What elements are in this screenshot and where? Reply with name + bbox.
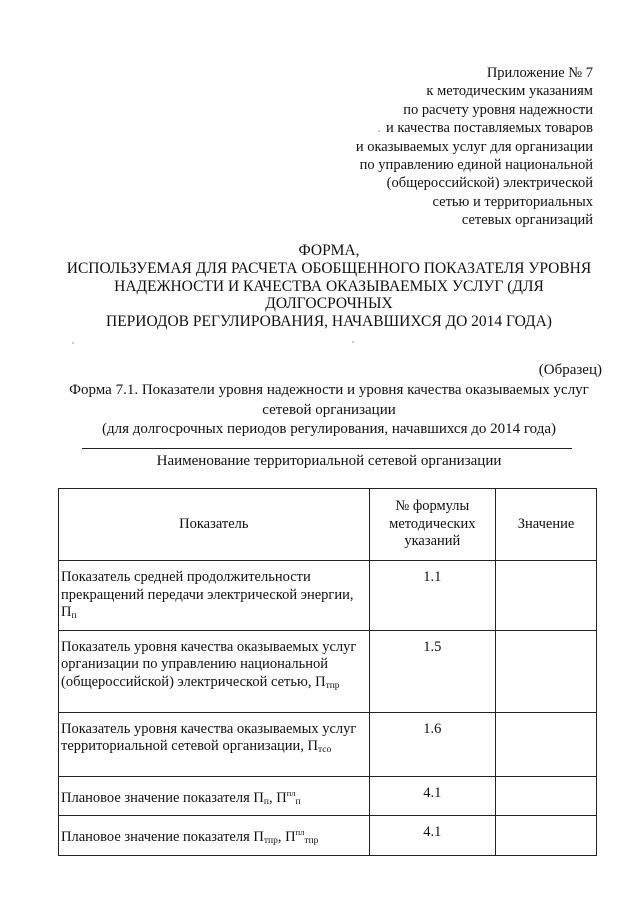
indicator-symbol: П	[61, 604, 72, 621]
symbol-separator: ,	[277, 829, 286, 846]
planned-symbol-subscript: тпр	[304, 836, 319, 847]
indicator-cell	[59, 630, 370, 712]
title-line: ДОЛГОСРОЧНЫХ	[265, 295, 393, 313]
table-header-row	[59, 489, 597, 561]
title-line: ИСПОЛЬЗУЕМАЯ ДЛЯ РАСЧЕТА ОБОБЩЕННОГО ПОКАЗАТЕЛЯ УРОВНЯ	[66, 259, 592, 277]
planned-symbol-superscript: пл	[295, 827, 305, 838]
table-row	[59, 776, 597, 816]
table-row	[59, 712, 597, 776]
indicator-text: Плановое значение показателя	[61, 789, 254, 806]
annex-reference	[263, 64, 593, 230]
formula-number-cell: 1.6	[369, 712, 495, 776]
value-cell[interactable]	[496, 776, 597, 816]
document-title	[30, 242, 628, 331]
header-formula	[369, 489, 495, 561]
formula-number-cell: 1.1	[369, 561, 495, 631]
planned-symbol: П	[285, 829, 296, 846]
indicator-symbol: П	[253, 829, 264, 846]
header-indicator: Показатель	[59, 489, 370, 561]
sample-label: (Образец)	[538, 362, 602, 378]
indicator-symbol-subscript: п	[71, 611, 77, 622]
table-row	[59, 561, 597, 631]
annex-line: сетевых организаций	[461, 212, 593, 229]
title-line: ФОРМА,	[298, 242, 360, 259]
value-cell[interactable]	[496, 816, 597, 856]
value-cell[interactable]	[496, 630, 597, 712]
indicator-text: Показатель уровня качества оказываемых услуг территориальной сетевой организации,	[61, 720, 357, 755]
header-value: Значение	[496, 489, 597, 561]
annex-line: и оказываемых услуг для организации	[355, 138, 593, 155]
planned-symbol-superscript: пл	[286, 787, 296, 798]
annex-line: (общероссийской) электрической	[386, 175, 593, 192]
org-name-underline	[82, 448, 572, 449]
formula-number-cell: 4.1	[369, 776, 495, 816]
indicator-symbol-subscript: тпр	[263, 836, 278, 847]
org-name-caption: Наименование территориальной сетевой организации	[156, 453, 502, 469]
title-line: ПЕРИОДОВ РЕГУЛИРОВАНИЯ, НАЧАВШИХСЯ ДО 2014 ГОДА)	[106, 313, 552, 331]
annex-line: по управлению единой национальной	[359, 157, 593, 174]
indicator-cell	[59, 776, 370, 816]
indicator-cell	[59, 712, 370, 776]
indicator-symbol-subscript: тсо	[318, 745, 332, 756]
symbol-separator: ,	[268, 789, 277, 806]
form-title	[40, 381, 618, 440]
indicator-text: Плановое значение показателя	[61, 829, 254, 846]
indicators-table	[58, 488, 597, 856]
annex-line: по расчету уровня надежности	[403, 101, 593, 118]
indicator-symbol: П	[315, 673, 326, 690]
form-title-line: сетевой организации	[262, 401, 396, 418]
table-row	[59, 630, 597, 712]
form-title-line: Форма 7.1. Показатели уровня надежности и уровня качества оказываемых услуг	[69, 382, 589, 398]
formula-number-cell: 4.1	[369, 816, 495, 856]
indicator-symbol: П	[253, 789, 264, 806]
scan-speck	[72, 342, 74, 344]
header-formula-text: № формулы методических указаний	[389, 498, 476, 550]
planned-symbol: П	[276, 789, 287, 806]
table-row	[59, 816, 597, 856]
formula-number-cell: 1.5	[369, 630, 495, 712]
indicator-text: Показатель средней продолжительности прекращений передачи электрической энергии,	[61, 569, 354, 603]
indicator-cell	[59, 816, 370, 856]
title-line: НАДЕЖНОСТИ И КАЧЕСТВА ОКАЗЫВАЕМЫХ УСЛУГ (ДЛЯ	[114, 277, 544, 295]
scan-speck	[352, 341, 354, 343]
annex-line: к методическим указаниям	[426, 83, 593, 100]
form-title-line: (для долгосрочных периодов регулирования, начавшихся до 2014 года)	[102, 421, 556, 437]
indicator-symbol-subscript: тпр	[325, 680, 340, 691]
annex-line: и качества поставляемых товаров	[385, 120, 593, 137]
indicator-text: Показатель уровня качества оказываемых услуг организации по управлению национальной (общероссийской) электрической сетью,	[61, 638, 357, 690]
indicator-symbol-subscript: п	[263, 796, 269, 807]
annex-line: Приложение № 7	[486, 65, 593, 81]
indicator-symbol: П	[307, 738, 319, 755]
scan-speck	[378, 130, 380, 132]
indicator-cell	[59, 561, 370, 631]
value-cell[interactable]	[496, 561, 597, 631]
value-cell[interactable]	[496, 712, 597, 776]
planned-symbol-subscript: п	[295, 796, 301, 807]
annex-line: сетью и территориальных	[432, 193, 593, 210]
